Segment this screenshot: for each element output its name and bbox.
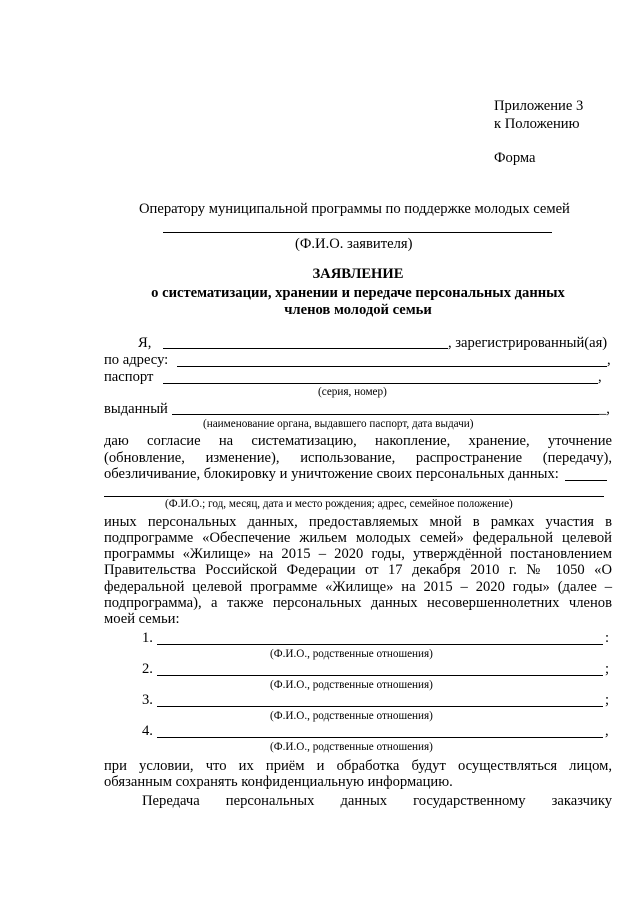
ya-label: Я, xyxy=(138,335,152,351)
address-comma: , xyxy=(607,352,611,368)
address-line[interactable] xyxy=(177,366,607,367)
registered-label: , зарегистрированный(ая) xyxy=(448,335,608,351)
member-2-caption: (Ф.И.О., родственные отношения) xyxy=(270,679,433,691)
member-2-end: ; xyxy=(605,661,610,677)
passport-caption: (серия, номер) xyxy=(318,386,387,398)
transfer-line-1: Передача персональных данных государственному заказчику xyxy=(142,793,612,809)
issued-label: выданный xyxy=(104,401,168,417)
member-1-number: 1. xyxy=(142,630,153,646)
member-4-caption: (Ф.И.О., родственные отношения) xyxy=(270,741,433,753)
operator-addressee: Оператору муниципальной программы по поддержке молодых семей xyxy=(139,201,570,217)
condition-line-2: обязанным сохранять конфиденциальную информацию. xyxy=(104,774,453,790)
passport-label: паспорт xyxy=(104,369,154,385)
member-1-caption: (Ф.И.О., родственные отношения) xyxy=(270,648,433,660)
applicant-fio-line[interactable] xyxy=(163,232,552,233)
body-line-1: иных персональных данных, предоставляемых мной в рамках участия в xyxy=(104,514,612,530)
member-4-number: 4. xyxy=(142,723,153,739)
applicant-fio-caption: (Ф.И.О. заявителя) xyxy=(295,236,413,252)
consent-line-1: даю согласие на систематизацию, накопление, хранение, уточнение xyxy=(104,433,612,449)
consent-line-2: (обновление, изменение), использование, распространение (передачу), xyxy=(104,450,612,466)
appendix-number: Приложение 3 xyxy=(494,98,584,114)
member-3-number: 3. xyxy=(142,692,153,708)
member-1-end: : xyxy=(605,630,610,646)
personal-data-caption: (Ф.И.О.; год, месяц, дата и место рождения; адрес, семейное положение) xyxy=(165,498,513,510)
issued-caption: (наименование органа, выдавшего паспорт, дата выдачи) xyxy=(203,418,474,430)
member-3-end: ; xyxy=(605,692,610,708)
passport-comma: , xyxy=(598,369,602,385)
issued-end: _, xyxy=(599,401,610,417)
document-subtitle-line1: о систематизации, хранении и передаче персональных данных xyxy=(151,285,565,301)
member-2-line[interactable] xyxy=(157,675,603,676)
member-1-line[interactable] xyxy=(157,644,603,645)
condition-line-1: при условии, что их приём и обработка будут осуществляться лицом, xyxy=(104,758,612,774)
consent-tail-line[interactable] xyxy=(565,480,607,481)
issued-line[interactable] xyxy=(172,414,599,415)
body-line-2: подпрограмме «Обеспечение жильем молодых семей» федеральной целевой xyxy=(104,530,612,546)
body-line-3: программы «Жилище» на 2015 – 2020 годы, утверждённой постановлением xyxy=(104,546,612,562)
member-4-end: , xyxy=(605,723,609,739)
member-2-number: 2. xyxy=(142,661,153,677)
member-3-caption: (Ф.И.О., родственные отношения) xyxy=(270,710,433,722)
passport-line[interactable] xyxy=(163,383,598,384)
body-line-7: моей семьи: xyxy=(104,611,180,627)
applicant-name-line[interactable] xyxy=(163,348,448,349)
address-label: по адресу: xyxy=(104,352,169,368)
document-title: ЗАЯВЛЕНИЕ xyxy=(312,266,404,282)
member-4-line[interactable] xyxy=(157,737,603,738)
body-line-5: федеральной целевой программе «Жилище» на 2015 – 2020 годы» (далее – xyxy=(104,579,612,595)
body-line-4: Правительства Российской Федерации от 17 декабря 2010 г. № 1050 «О xyxy=(104,562,612,578)
consent-line-3: обезличивание, блокировку и уничтожение своих персональных данных: xyxy=(104,466,559,482)
body-line-6: подпрограмма), а также персональных данных несовершеннолетних членов xyxy=(104,595,612,611)
appendix-regulation: к Положению xyxy=(494,116,580,132)
personal-data-line[interactable] xyxy=(104,496,604,497)
member-3-line[interactable] xyxy=(157,706,603,707)
document-subtitle-line2: членов молодой семьи xyxy=(284,302,432,318)
form-label: Форма xyxy=(494,150,536,166)
